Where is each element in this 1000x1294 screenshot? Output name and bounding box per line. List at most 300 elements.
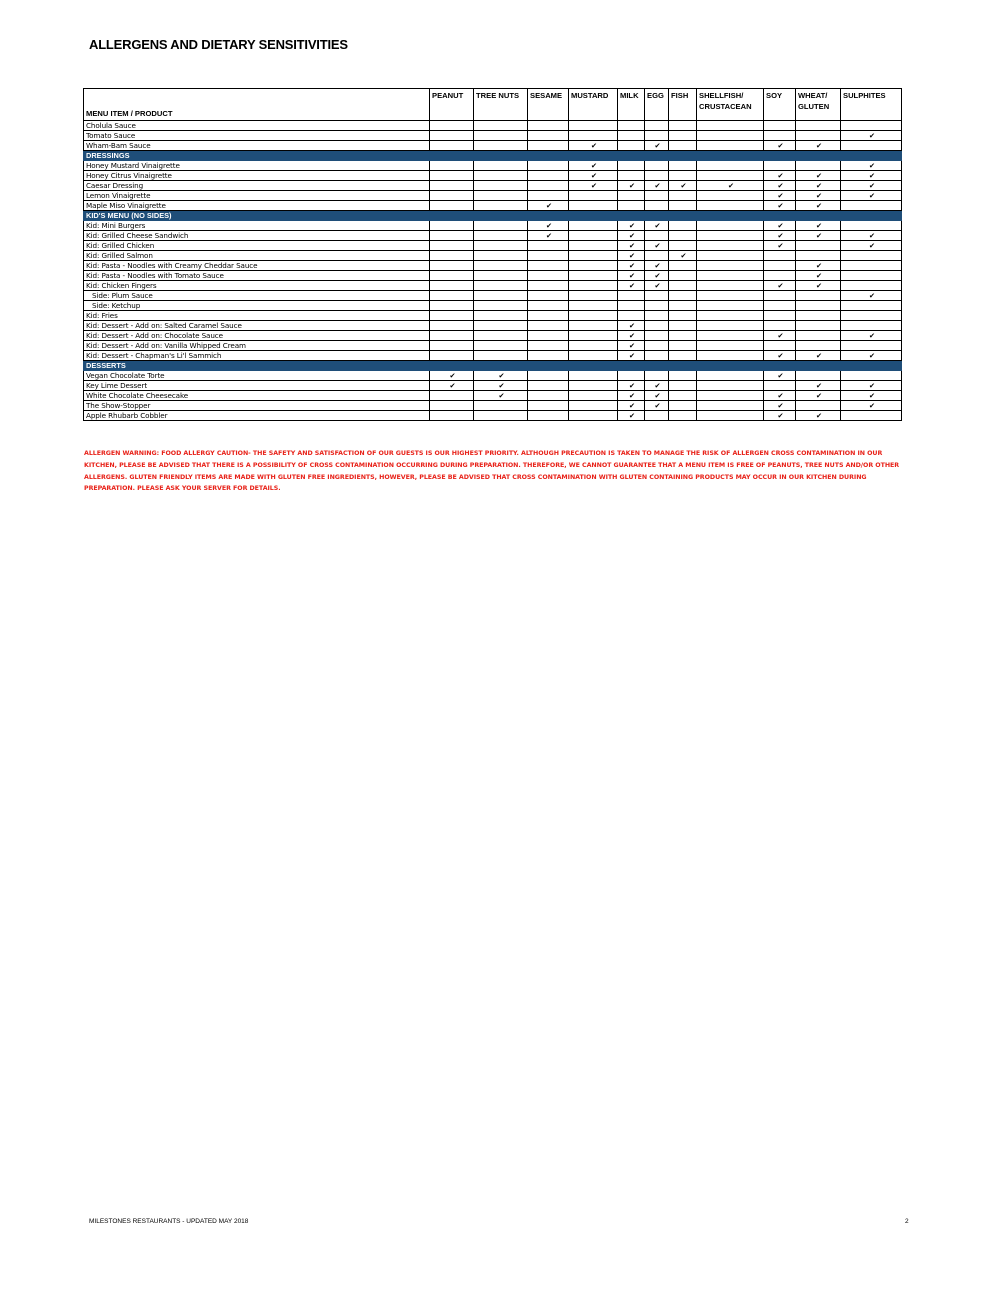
empty-cell — [697, 371, 764, 381]
empty-cell — [841, 201, 902, 211]
table-row — [84, 181, 902, 191]
empty-cell — [645, 251, 669, 261]
empty-cell — [528, 341, 569, 351]
empty-cell — [474, 141, 528, 151]
checkmark-icon: ✔ — [764, 331, 796, 341]
empty-cell — [528, 141, 569, 151]
empty-cell — [474, 401, 528, 411]
empty-cell — [841, 121, 902, 131]
table-row — [84, 341, 902, 351]
checkmark-icon: ✔ — [618, 341, 645, 351]
empty-cell — [697, 301, 764, 311]
empty-cell — [569, 291, 618, 301]
checkmark-icon: ✔ — [528, 201, 569, 211]
empty-cell — [474, 121, 528, 131]
empty-cell — [669, 191, 697, 201]
empty-cell — [796, 401, 841, 411]
checkmark-icon: ✔ — [764, 221, 796, 231]
empty-cell — [569, 191, 618, 201]
checkmark-icon: ✔ — [841, 131, 902, 141]
checkmark-icon: ✔ — [764, 231, 796, 241]
empty-cell — [569, 241, 618, 251]
empty-cell — [841, 371, 902, 381]
checkmark-icon: ✔ — [645, 241, 669, 251]
empty-cell — [430, 221, 474, 231]
empty-cell — [645, 341, 669, 351]
empty-cell — [474, 161, 528, 171]
empty-cell — [528, 301, 569, 311]
empty-cell — [528, 191, 569, 201]
empty-cell — [430, 291, 474, 301]
empty-cell — [697, 401, 764, 411]
empty-cell — [645, 371, 669, 381]
empty-cell — [528, 281, 569, 291]
empty-cell — [669, 311, 697, 321]
column-header-fish: FISH — [669, 89, 697, 121]
checkmark-icon: ✔ — [645, 391, 669, 401]
checkmark-icon: ✔ — [645, 141, 669, 151]
checkmark-icon: ✔ — [569, 161, 618, 171]
column-header-mustard: MUSTARD — [569, 89, 618, 121]
table-row — [84, 161, 902, 171]
table-row — [84, 131, 902, 141]
table-row — [84, 331, 902, 341]
empty-cell — [697, 221, 764, 231]
checkmark-icon: ✔ — [764, 181, 796, 191]
empty-cell — [474, 201, 528, 211]
table-header-row — [84, 89, 902, 121]
empty-cell — [430, 391, 474, 401]
empty-cell — [528, 171, 569, 181]
checkmark-icon: ✔ — [841, 161, 902, 171]
empty-cell — [528, 401, 569, 411]
column-header-milk: MILK — [618, 89, 645, 121]
menu-item-name: Caesar Dressing — [84, 181, 430, 191]
menu-item-name: Kid: Dessert - Add on: Vanilla Whipped Cream — [84, 341, 430, 351]
empty-cell — [841, 281, 902, 291]
empty-cell — [430, 341, 474, 351]
empty-cell — [618, 191, 645, 201]
table-row — [84, 391, 902, 401]
table-row — [84, 291, 902, 301]
empty-cell — [430, 201, 474, 211]
checkmark-icon: ✔ — [528, 221, 569, 231]
empty-cell — [697, 141, 764, 151]
empty-cell — [697, 321, 764, 331]
checkmark-icon: ✔ — [796, 181, 841, 191]
empty-cell — [430, 331, 474, 341]
section-title: KID'S MENU (NO SIDES) — [84, 211, 902, 221]
empty-cell — [618, 311, 645, 321]
checkmark-icon: ✔ — [569, 181, 618, 191]
checkmark-icon: ✔ — [796, 191, 841, 201]
empty-cell — [528, 351, 569, 361]
empty-cell — [528, 261, 569, 271]
menu-item-name: Kid: Grilled Cheese Sandwich — [84, 231, 430, 241]
checkmark-icon: ✔ — [618, 241, 645, 251]
checkmark-icon: ✔ — [669, 251, 697, 261]
menu-item-name: Kid: Dessert - Add on: Chocolate Sauce — [84, 331, 430, 341]
empty-cell — [669, 171, 697, 181]
table-row — [84, 261, 902, 271]
empty-cell — [474, 281, 528, 291]
empty-cell — [697, 121, 764, 131]
checkmark-icon: ✔ — [697, 181, 764, 191]
empty-cell — [569, 271, 618, 281]
empty-cell — [669, 301, 697, 311]
empty-cell — [841, 271, 902, 281]
empty-cell — [474, 231, 528, 241]
checkmark-icon: ✔ — [796, 351, 841, 361]
checkmark-icon: ✔ — [841, 171, 902, 181]
empty-cell — [528, 181, 569, 191]
empty-cell — [669, 401, 697, 411]
empty-cell — [569, 311, 618, 321]
menu-item-name: Wham-Bam Sauce — [84, 141, 430, 151]
empty-cell — [618, 171, 645, 181]
checkmark-icon: ✔ — [841, 381, 902, 391]
empty-cell — [796, 321, 841, 331]
empty-cell — [669, 241, 697, 251]
menu-item-name: Kid: Dessert - Add on: Salted Caramel Sauce — [84, 321, 430, 331]
checkmark-icon: ✔ — [796, 221, 841, 231]
empty-cell — [764, 261, 796, 271]
checkmark-icon: ✔ — [618, 281, 645, 291]
empty-cell — [474, 131, 528, 141]
empty-cell — [697, 291, 764, 301]
empty-cell — [618, 131, 645, 141]
empty-cell — [430, 271, 474, 281]
empty-cell — [430, 131, 474, 141]
empty-cell — [645, 131, 669, 141]
empty-cell — [669, 291, 697, 301]
checkmark-icon: ✔ — [796, 391, 841, 401]
menu-item-name: Tomato Sauce — [84, 131, 430, 141]
empty-cell — [528, 321, 569, 331]
menu-item-name: Side: Plum Sauce — [84, 291, 430, 301]
empty-cell — [841, 301, 902, 311]
checkmark-icon: ✔ — [796, 271, 841, 281]
empty-cell — [474, 241, 528, 251]
checkmark-icon: ✔ — [841, 351, 902, 361]
empty-cell — [430, 351, 474, 361]
checkmark-icon: ✔ — [764, 411, 796, 421]
menu-item-name: Lemon Vinaigrette — [84, 191, 430, 201]
empty-cell — [697, 131, 764, 141]
empty-cell — [796, 131, 841, 141]
empty-cell — [697, 171, 764, 181]
checkmark-icon: ✔ — [764, 281, 796, 291]
empty-cell — [796, 301, 841, 311]
table-row — [84, 381, 902, 391]
empty-cell — [430, 281, 474, 291]
checkmark-icon: ✔ — [841, 191, 902, 201]
empty-cell — [618, 291, 645, 301]
empty-cell — [474, 251, 528, 261]
checkmark-icon: ✔ — [841, 401, 902, 411]
empty-cell — [528, 121, 569, 131]
checkmark-icon: ✔ — [841, 331, 902, 341]
menu-item-name: Apple Rhubarb Cobbler — [84, 411, 430, 421]
empty-cell — [569, 301, 618, 311]
empty-cell — [796, 331, 841, 341]
column-header-menu-item: MENU ITEM / PRODUCT — [84, 89, 430, 121]
checkmark-icon: ✔ — [474, 391, 528, 401]
empty-cell — [669, 381, 697, 391]
empty-cell — [528, 161, 569, 171]
empty-cell — [764, 341, 796, 351]
empty-cell — [697, 241, 764, 251]
table-row — [84, 121, 902, 131]
column-header-shellfish: SHELLFISH/ CRUSTACEAN — [697, 89, 764, 121]
checkmark-icon: ✔ — [645, 401, 669, 411]
empty-cell — [569, 121, 618, 131]
empty-cell — [645, 351, 669, 361]
checkmark-icon: ✔ — [618, 411, 645, 421]
checkmark-icon: ✔ — [618, 261, 645, 271]
menu-item-name: Kid: Pasta - Noodles with Tomato Sauce — [84, 271, 430, 281]
checkmark-icon: ✔ — [474, 381, 528, 391]
empty-cell — [430, 161, 474, 171]
empty-cell — [430, 231, 474, 241]
empty-cell — [618, 201, 645, 211]
empty-cell — [669, 161, 697, 171]
empty-cell — [697, 271, 764, 281]
column-header-sesame: SESAME — [528, 89, 569, 121]
table-row — [84, 221, 902, 231]
empty-cell — [697, 331, 764, 341]
empty-cell — [474, 291, 528, 301]
empty-cell — [669, 121, 697, 131]
section-title: DESSERTS — [84, 361, 902, 371]
empty-cell — [474, 221, 528, 231]
menu-item-name: Kid: Grilled Salmon — [84, 251, 430, 261]
checkmark-icon: ✔ — [618, 231, 645, 241]
menu-item-name: Maple Miso Vinaigrette — [84, 201, 430, 211]
table-row — [84, 411, 902, 421]
empty-cell — [645, 201, 669, 211]
empty-cell — [528, 391, 569, 401]
empty-cell — [841, 311, 902, 321]
checkmark-icon: ✔ — [618, 251, 645, 261]
empty-cell — [645, 311, 669, 321]
table-row — [84, 311, 902, 321]
empty-cell — [764, 301, 796, 311]
checkmark-icon: ✔ — [645, 381, 669, 391]
checkmark-icon: ✔ — [796, 381, 841, 391]
menu-item-name: Kid: Grilled Chicken — [84, 241, 430, 251]
empty-cell — [645, 231, 669, 241]
empty-cell — [697, 231, 764, 241]
empty-cell — [430, 401, 474, 411]
empty-cell — [569, 371, 618, 381]
empty-cell — [618, 141, 645, 151]
empty-cell — [697, 341, 764, 351]
empty-cell — [474, 181, 528, 191]
checkmark-icon: ✔ — [796, 201, 841, 211]
empty-cell — [645, 301, 669, 311]
empty-cell — [841, 261, 902, 271]
empty-cell — [697, 311, 764, 321]
section-header-row — [84, 361, 902, 371]
empty-cell — [569, 411, 618, 421]
empty-cell — [569, 331, 618, 341]
empty-cell — [474, 331, 528, 341]
empty-cell — [796, 291, 841, 301]
empty-cell — [764, 321, 796, 331]
empty-cell — [697, 191, 764, 201]
empty-cell — [796, 121, 841, 131]
table-row — [84, 401, 902, 411]
empty-cell — [669, 391, 697, 401]
checkmark-icon: ✔ — [764, 191, 796, 201]
empty-cell — [528, 251, 569, 261]
checkmark-icon: ✔ — [764, 171, 796, 181]
empty-cell — [569, 281, 618, 291]
checkmark-icon: ✔ — [796, 411, 841, 421]
empty-cell — [645, 121, 669, 131]
column-header-egg: EGG — [645, 89, 669, 121]
empty-cell — [645, 161, 669, 171]
empty-cell — [430, 171, 474, 181]
empty-cell — [430, 191, 474, 201]
empty-cell — [764, 131, 796, 141]
column-header-sulphites: SULPHITES — [841, 89, 902, 121]
empty-cell — [528, 411, 569, 421]
empty-cell — [669, 201, 697, 211]
checkmark-icon: ✔ — [796, 171, 841, 181]
checkmark-icon: ✔ — [645, 261, 669, 271]
checkmark-icon: ✔ — [645, 281, 669, 291]
checkmark-icon: ✔ — [841, 391, 902, 401]
empty-cell — [569, 231, 618, 241]
empty-cell — [764, 311, 796, 321]
checkmark-icon: ✔ — [645, 181, 669, 191]
menu-item-name: Kid: Pasta - Noodles with Creamy Cheddar Sauce — [84, 261, 430, 271]
empty-cell — [618, 121, 645, 131]
empty-cell — [569, 351, 618, 361]
allergen-table — [83, 88, 902, 421]
empty-cell — [697, 411, 764, 421]
menu-item-name: Kid: Chicken Fingers — [84, 281, 430, 291]
empty-cell — [697, 161, 764, 171]
empty-cell — [669, 231, 697, 241]
menu-item-name: The Show-Stopper — [84, 401, 430, 411]
empty-cell — [528, 311, 569, 321]
table-row — [84, 231, 902, 241]
table-row — [84, 141, 902, 151]
empty-cell — [430, 121, 474, 131]
checkmark-icon: ✔ — [796, 141, 841, 151]
empty-cell — [569, 221, 618, 231]
checkmark-icon: ✔ — [764, 201, 796, 211]
menu-item-name: Honey Mustard Vinaigrette — [84, 161, 430, 171]
empty-cell — [474, 351, 528, 361]
empty-cell — [841, 341, 902, 351]
empty-cell — [669, 141, 697, 151]
empty-cell — [569, 341, 618, 351]
empty-cell — [645, 191, 669, 201]
empty-cell — [669, 281, 697, 291]
checkmark-icon: ✔ — [430, 371, 474, 381]
empty-cell — [669, 261, 697, 271]
empty-cell — [430, 181, 474, 191]
empty-cell — [474, 311, 528, 321]
column-header-wheat-gluten: WHEAT/ GLUTEN — [796, 89, 841, 121]
empty-cell — [474, 261, 528, 271]
menu-item-name: Key Lime Dessert — [84, 381, 430, 391]
empty-cell — [528, 271, 569, 281]
empty-cell — [764, 121, 796, 131]
table-row — [84, 251, 902, 261]
checkmark-icon: ✔ — [764, 241, 796, 251]
empty-cell — [796, 311, 841, 321]
table-body — [84, 121, 902, 421]
empty-cell — [697, 391, 764, 401]
footer-text: MILESTONES RESTAURANTS - UPDATED MAY 2018 — [89, 1218, 249, 1225]
empty-cell — [669, 221, 697, 231]
checkmark-icon: ✔ — [841, 231, 902, 241]
empty-cell — [841, 251, 902, 261]
empty-cell — [697, 281, 764, 291]
checkmark-icon: ✔ — [764, 401, 796, 411]
table-row — [84, 201, 902, 211]
empty-cell — [474, 341, 528, 351]
checkmark-icon: ✔ — [618, 351, 645, 361]
empty-cell — [430, 321, 474, 331]
empty-cell — [618, 161, 645, 171]
checkmark-icon: ✔ — [618, 271, 645, 281]
menu-item-name: Side: Ketchup — [84, 301, 430, 311]
empty-cell — [474, 321, 528, 331]
empty-cell — [796, 161, 841, 171]
empty-cell — [669, 271, 697, 281]
empty-cell — [796, 241, 841, 251]
empty-cell — [697, 261, 764, 271]
empty-cell — [669, 341, 697, 351]
page-title: ALLERGENS AND DIETARY SENSITIVITIES — [89, 37, 348, 52]
empty-cell — [669, 131, 697, 141]
empty-cell — [669, 351, 697, 361]
checkmark-icon: ✔ — [645, 221, 669, 231]
column-header-peanut: PEANUT — [430, 89, 474, 121]
column-header-soy: SOY — [764, 89, 796, 121]
empty-cell — [569, 391, 618, 401]
table-row — [84, 321, 902, 331]
checkmark-icon: ✔ — [474, 371, 528, 381]
empty-cell — [618, 371, 645, 381]
empty-cell — [528, 131, 569, 141]
menu-item-name: Kid: Mini Burgers — [84, 221, 430, 231]
page-number: 2 — [905, 1218, 909, 1225]
empty-cell — [764, 271, 796, 281]
menu-item-name: Honey Citrus Vinaigrette — [84, 171, 430, 181]
checkmark-icon: ✔ — [764, 351, 796, 361]
empty-cell — [528, 371, 569, 381]
checkmark-icon: ✔ — [796, 281, 841, 291]
empty-cell — [430, 141, 474, 151]
empty-cell — [669, 371, 697, 381]
section-title: DRESSINGS — [84, 151, 902, 161]
checkmark-icon: ✔ — [618, 391, 645, 401]
empty-cell — [697, 251, 764, 261]
table-row — [84, 191, 902, 201]
empty-cell — [474, 271, 528, 281]
empty-cell — [474, 301, 528, 311]
checkmark-icon: ✔ — [841, 291, 902, 301]
checkmark-icon: ✔ — [841, 181, 902, 191]
menu-item-name: Cholula Sauce — [84, 121, 430, 131]
